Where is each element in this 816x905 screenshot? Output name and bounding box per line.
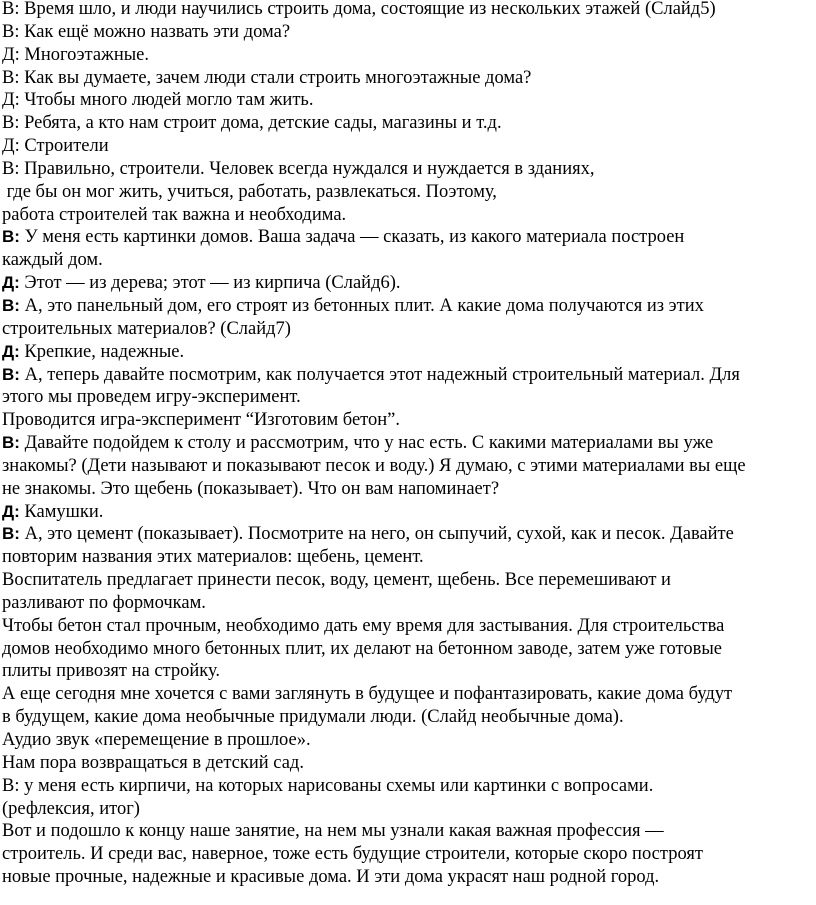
text-line	[2, 432, 814, 455]
text-line	[2, 775, 814, 798]
text-line	[2, 592, 814, 615]
line-text: Давайте подойдем к столу и рассмотрим, что у нас есть. С какими материалами вы уже	[19, 433, 714, 454]
line-text: Вот и подошло к концу наше занятие, на нем мы узнали какая важная профессия —	[2, 821, 664, 842]
line-text: Чтобы бетон стал прочным, необходимо дать ему время для застывания. Для строительства	[2, 615, 725, 636]
line-text: Д: Чтобы много людей могло там жить.	[2, 90, 314, 111]
line-text: разливают по формочкам.	[2, 592, 206, 613]
text-line	[2, 501, 814, 524]
line-text: не знакомы. Это щебень (показывает). Что он вам напоминает?	[2, 478, 500, 499]
text-line	[2, 478, 814, 501]
line-text: Воспитатель предлагает принести песок, воду, цемент, щебень. Все перемешивают и	[2, 570, 671, 591]
text-line	[2, 21, 814, 44]
line-text: В: Как ещё можно назвать эти дома?	[2, 21, 291, 42]
speaker-label: Д:	[2, 341, 20, 361]
line-text: В: Время шло, и люди научились строить дома, состоящие из нескольких этажей (Слайд5)	[2, 0, 716, 19]
text-line	[2, 683, 814, 706]
line-text: повторим названия этих материалов: щебень, цемент.	[2, 547, 424, 568]
text-line	[2, 706, 814, 729]
speaker-label: Д:	[2, 273, 20, 293]
line-text: домов необходимо много бетонных плит, их делают на бетонном заводе, затем уже готовые	[2, 638, 723, 659]
text-line	[2, 89, 814, 112]
line-text: где бы он мог жить, учиться, работать, развлекаться. Поэтому,	[2, 181, 497, 202]
line-text: А, это панельный дом, его строят из бетонных плит. А какие дома получаются из этих	[19, 295, 704, 316]
text-line	[2, 226, 814, 249]
text-line	[2, 158, 814, 181]
line-text: В: у меня есть кирпичи, на которых нарисованы схемы или картинки с вопросами.	[2, 775, 654, 796]
speaker-label: В:	[2, 295, 20, 315]
line-text: Проводится игра-эксперимент “Изготовим бетон”.	[2, 410, 401, 431]
line-text: (рефлексия, итог)	[2, 798, 140, 819]
line-text: знакомы? (Дети называют и показывают песок и воду.) Я думаю, с этими материалами вы еще	[2, 455, 746, 476]
line-text: А, это цемент (показывает). Посмотрите на него, он сыпучий, сухой, как и песок. Давайте	[19, 524, 734, 545]
text-line	[2, 318, 814, 341]
text-line	[2, 44, 814, 67]
text-line	[2, 181, 814, 204]
line-text: каждый дом.	[2, 250, 103, 271]
text-line	[2, 295, 814, 318]
line-text: В: Ребята, а кто нам строит дома, детские сады, магазины и т.д.	[2, 113, 502, 134]
text-line	[2, 523, 814, 546]
text-line	[2, 67, 814, 90]
speaker-label: В:	[2, 364, 20, 384]
text-line	[2, 0, 814, 21]
line-text: Крепкие, надежные.	[19, 341, 185, 362]
line-text: Д: Многоэтажные.	[2, 44, 149, 65]
line-text: строитель. И среди вас, наверное, тоже есть будущие строители, которые скоро построят	[2, 844, 703, 865]
speaker-label: В:	[2, 524, 20, 544]
line-text: в будущем, какие дома необычные придумали люди. (Слайд необычные дома).	[2, 707, 624, 728]
line-text: работа строителей так важна и необходима.	[2, 204, 347, 225]
line-text: Д: Строители	[2, 136, 109, 157]
text-line	[2, 386, 814, 409]
text-line	[2, 569, 814, 592]
line-text: Камушки.	[19, 501, 104, 522]
line-text: строительных материалов? (Слайд7)	[2, 318, 291, 339]
text-line	[2, 729, 814, 752]
line-text: плиты привозят на стройку.	[2, 661, 221, 682]
line-text: У меня есть картинки домов. Ваша задача — сказать, из какого материала построен	[19, 227, 685, 248]
text-line	[2, 752, 814, 775]
text-line	[2, 455, 814, 478]
document-body	[2, 0, 814, 889]
text-line	[2, 409, 814, 432]
text-line	[2, 341, 814, 364]
text-line	[2, 638, 814, 661]
line-text: Нам пора возвращаться в детский сад.	[2, 752, 304, 773]
speaker-label: В:	[2, 227, 20, 247]
line-text: этого мы проведем игру-эксперимент.	[2, 387, 301, 408]
speaker-label: В:	[2, 433, 20, 453]
text-line	[2, 866, 814, 889]
text-line	[2, 272, 814, 295]
text-line	[2, 364, 814, 387]
text-line	[2, 660, 814, 683]
text-line	[2, 249, 814, 272]
line-text: В: Как вы думаете, зачем люди стали строить многоэтажные дома?	[2, 67, 532, 88]
line-text: Аудио звук «перемещение в прошлое».	[2, 730, 311, 750]
text-line	[2, 112, 814, 135]
text-line	[2, 135, 814, 158]
line-text: А, теперь давайте посмотрим, как получается этот надежный строительный материал. Для	[19, 364, 740, 385]
line-text: А еще сегодня мне хочется с вами заглянуть в будущее и пофантазировать, какие дома будут	[2, 684, 733, 705]
speaker-label: Д:	[2, 501, 20, 521]
text-line	[2, 843, 814, 866]
text-line	[2, 820, 814, 843]
line-text: новые прочные, надежные и красивые дома. И эти дома украсят наш родной город.	[2, 867, 660, 888]
line-text: В: Правильно, строители. Человек всегда нуждался и нуждается в зданиях,	[2, 158, 595, 179]
text-line	[2, 798, 814, 821]
text-line	[2, 546, 814, 569]
line-text: Этот — из дерева; этот — из кирпича (Слайд6).	[19, 273, 401, 294]
text-line	[2, 615, 814, 638]
text-line	[2, 204, 814, 227]
